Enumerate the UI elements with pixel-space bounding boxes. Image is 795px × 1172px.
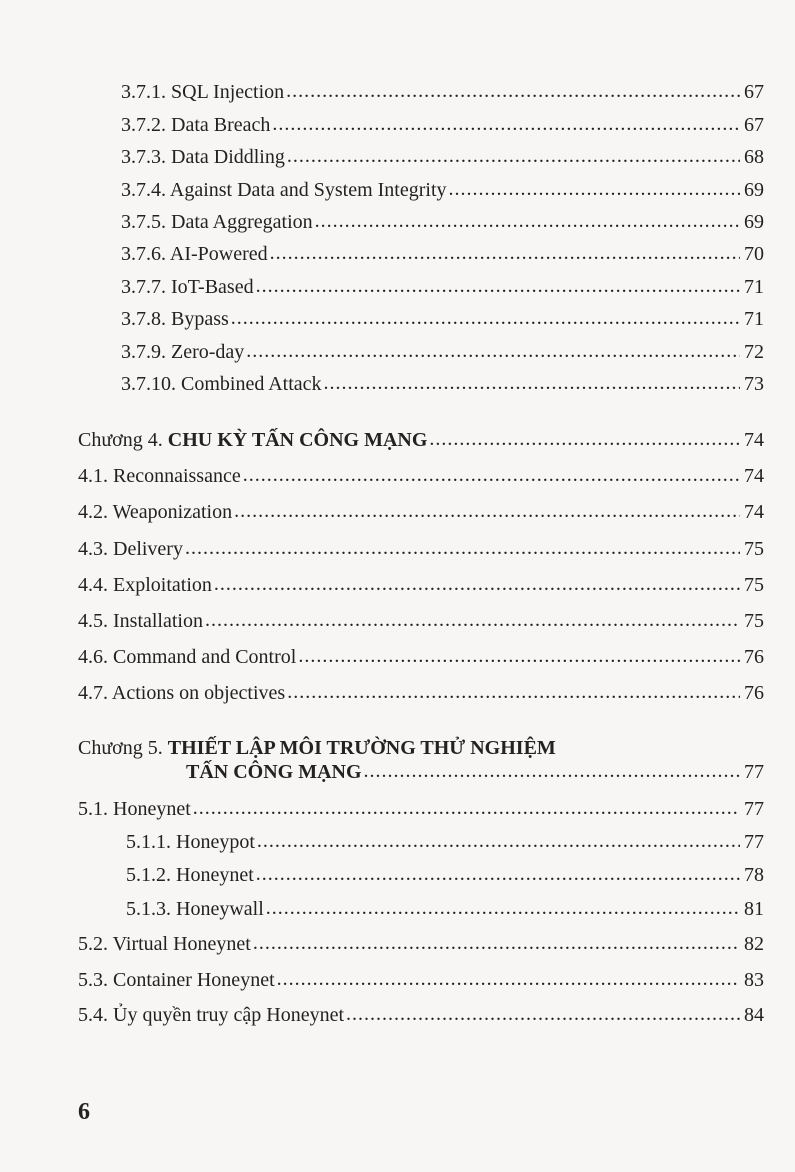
toc-entry-page: 72 bbox=[744, 341, 764, 363]
dot-leader bbox=[214, 572, 740, 596]
toc-entry-3-7-6[interactable] bbox=[121, 242, 764, 266]
toc-entry-label: 4.3. Delivery bbox=[78, 538, 183, 560]
toc-entry-page: 78 bbox=[744, 864, 764, 886]
toc-entry-3-7-9[interactable] bbox=[121, 340, 764, 364]
toc-entry-label: 3.7.7. IoT-Based bbox=[121, 276, 254, 298]
toc-entry-page: 69 bbox=[744, 211, 764, 233]
dot-leader bbox=[257, 829, 740, 853]
toc-entry-page: 74 bbox=[744, 429, 764, 451]
dot-leader bbox=[205, 608, 740, 632]
toc-entry-label: 3.7.3. Data Diddling bbox=[121, 146, 285, 168]
toc-entry-label: 5.4. Ủy quyền truy cập Honeynet bbox=[78, 1004, 345, 1026]
dot-leader bbox=[231, 306, 740, 330]
chapter-prefix: Chương 5. bbox=[78, 737, 163, 759]
toc-entry-3-7-7[interactable] bbox=[121, 275, 764, 299]
toc-entry-label: 4.7. Actions on objectives bbox=[78, 682, 286, 704]
toc-entry-4-1[interactable] bbox=[78, 464, 764, 488]
toc-entry-page: 71 bbox=[744, 276, 764, 298]
toc-entry-page: 84 bbox=[744, 1004, 764, 1026]
toc-entry-label: 4.1. Reconnaissance bbox=[78, 465, 241, 487]
toc-entry-page: 71 bbox=[744, 308, 764, 330]
toc-chapter-5-heading[interactable] bbox=[78, 736, 556, 760]
dot-leader bbox=[277, 967, 740, 991]
toc-entry-5-1-1[interactable] bbox=[126, 830, 764, 854]
chapter-4-heading bbox=[78, 428, 427, 452]
page-number: 6 bbox=[78, 1099, 90, 1125]
toc-entry-label: 5.1. Honeynet bbox=[78, 798, 191, 820]
dot-leader bbox=[287, 680, 740, 704]
chapter-title-line1: THIẾT LẬP MÔI TRƯỜNG THỬ NGHIỆM bbox=[167, 737, 556, 759]
toc-entry-4-5[interactable] bbox=[78, 609, 764, 633]
toc-entry-3-7-8[interactable] bbox=[121, 307, 764, 331]
toc-entry-page: 82 bbox=[744, 933, 764, 955]
dot-leader bbox=[324, 371, 740, 395]
toc-entry-label: 5.2. Virtual Honeynet bbox=[78, 933, 251, 955]
dot-leader bbox=[315, 209, 740, 233]
toc-entry-page: 73 bbox=[744, 373, 764, 395]
toc-entry-5-3[interactable] bbox=[78, 968, 764, 992]
dot-leader bbox=[287, 144, 740, 168]
toc-entry-page: 69 bbox=[744, 179, 764, 201]
toc-entry-5-1-3[interactable] bbox=[126, 897, 764, 921]
toc-chapter-4[interactable] bbox=[78, 428, 764, 452]
toc-entry-label: 3.7.9. Zero-day bbox=[121, 341, 245, 363]
dot-leader bbox=[449, 177, 740, 201]
toc-entry-page: 83 bbox=[744, 969, 764, 991]
chapter-title-line2: TẤN CÔNG MẠNG bbox=[186, 761, 362, 783]
toc-chapter-5[interactable] bbox=[186, 760, 764, 784]
toc-entry-page: 74 bbox=[744, 465, 764, 487]
toc-entry-5-2[interactable] bbox=[78, 932, 764, 956]
toc-entry-4-3[interactable] bbox=[78, 537, 764, 561]
toc-entry-3-7-1[interactable] bbox=[121, 80, 764, 104]
dot-leader bbox=[185, 536, 740, 560]
toc-entry-page: 81 bbox=[744, 898, 764, 920]
dot-leader bbox=[272, 112, 740, 136]
toc-entry-label: 3.7.4. Against Data and System Integrity bbox=[121, 179, 447, 201]
toc-entry-label: 3.7.6. AI-Powered bbox=[121, 243, 268, 265]
dot-leader bbox=[234, 499, 740, 523]
dot-leader bbox=[246, 339, 740, 363]
toc-entry-label: 5.3. Container Honeynet bbox=[78, 969, 275, 991]
toc-entry-label: 5.1.3. Honeywall bbox=[126, 898, 264, 920]
dot-leader bbox=[270, 241, 740, 265]
toc-entry-label: 5.1.1. Honeypot bbox=[126, 831, 255, 853]
toc-entry-page: 70 bbox=[744, 243, 764, 265]
dot-leader bbox=[298, 644, 740, 668]
toc-entry-label: 5.1.2. Honeynet bbox=[126, 864, 254, 886]
toc-entry-label: 3.7.1. SQL Injection bbox=[121, 81, 285, 103]
dot-leader bbox=[346, 1002, 740, 1026]
toc-entry-page: 77 bbox=[744, 798, 764, 820]
toc-entry-page: 76 bbox=[744, 682, 764, 704]
toc-entry-label: 3.7.5. Data Aggregation bbox=[121, 211, 313, 233]
toc-entry-3-7-5[interactable] bbox=[121, 210, 764, 234]
dot-leader bbox=[253, 931, 740, 955]
dot-leader bbox=[193, 796, 740, 820]
dot-leader bbox=[266, 896, 740, 920]
toc-entry-page: 77 bbox=[744, 831, 764, 853]
toc-entry-label: 3.7.2. Data Breach bbox=[121, 114, 271, 136]
chapter-5-title-line2 bbox=[186, 760, 362, 784]
toc-entry-page: 75 bbox=[744, 538, 764, 560]
toc-entry-3-7-3[interactable] bbox=[121, 145, 764, 169]
dot-leader bbox=[364, 759, 740, 783]
toc-entry-3-7-2[interactable] bbox=[121, 113, 764, 137]
chapter-prefix: Chương 4. bbox=[78, 429, 163, 451]
toc-entry-page: 76 bbox=[744, 646, 764, 668]
dot-leader bbox=[256, 862, 740, 886]
dot-leader bbox=[243, 463, 740, 487]
toc-entry-page: 77 bbox=[744, 761, 764, 783]
toc-entry-page: 75 bbox=[744, 574, 764, 596]
toc-entry-5-1-2[interactable] bbox=[126, 863, 764, 887]
toc-entry-label: 3.7.8. Bypass bbox=[121, 308, 229, 330]
toc-entry-page: 67 bbox=[744, 81, 764, 103]
dot-leader bbox=[286, 79, 740, 103]
toc-entry-label: 4.2. Weaponization bbox=[78, 501, 233, 523]
dot-leader bbox=[256, 274, 740, 298]
chapter-title: CHU KỲ TẤN CÔNG MẠNG bbox=[167, 429, 428, 451]
toc-entry-3-7-10[interactable] bbox=[121, 372, 764, 396]
toc-entry-label: 4.6. Command and Control bbox=[78, 646, 297, 668]
toc-entry-4-2[interactable] bbox=[78, 500, 764, 524]
toc-entry-label: 4.5. Installation bbox=[78, 610, 203, 632]
toc-entry-page: 68 bbox=[744, 146, 764, 168]
toc-entry-4-7[interactable] bbox=[78, 681, 764, 705]
toc-entry-5-4[interactable] bbox=[78, 1003, 764, 1027]
toc-entry-5-1[interactable] bbox=[78, 797, 764, 821]
toc-entry-4-6[interactable] bbox=[78, 645, 764, 669]
toc-entry-label: 3.7.10. Combined Attack bbox=[121, 373, 322, 395]
dot-leader bbox=[429, 427, 740, 451]
toc-entry-3-7-4[interactable] bbox=[121, 178, 764, 202]
toc-entry-page: 74 bbox=[744, 501, 764, 523]
toc-entry-page: 67 bbox=[744, 114, 764, 136]
toc-entry-label: 4.4. Exploitation bbox=[78, 574, 212, 596]
toc-entry-page: 75 bbox=[744, 610, 764, 632]
toc-entry-4-4[interactable] bbox=[78, 573, 764, 597]
